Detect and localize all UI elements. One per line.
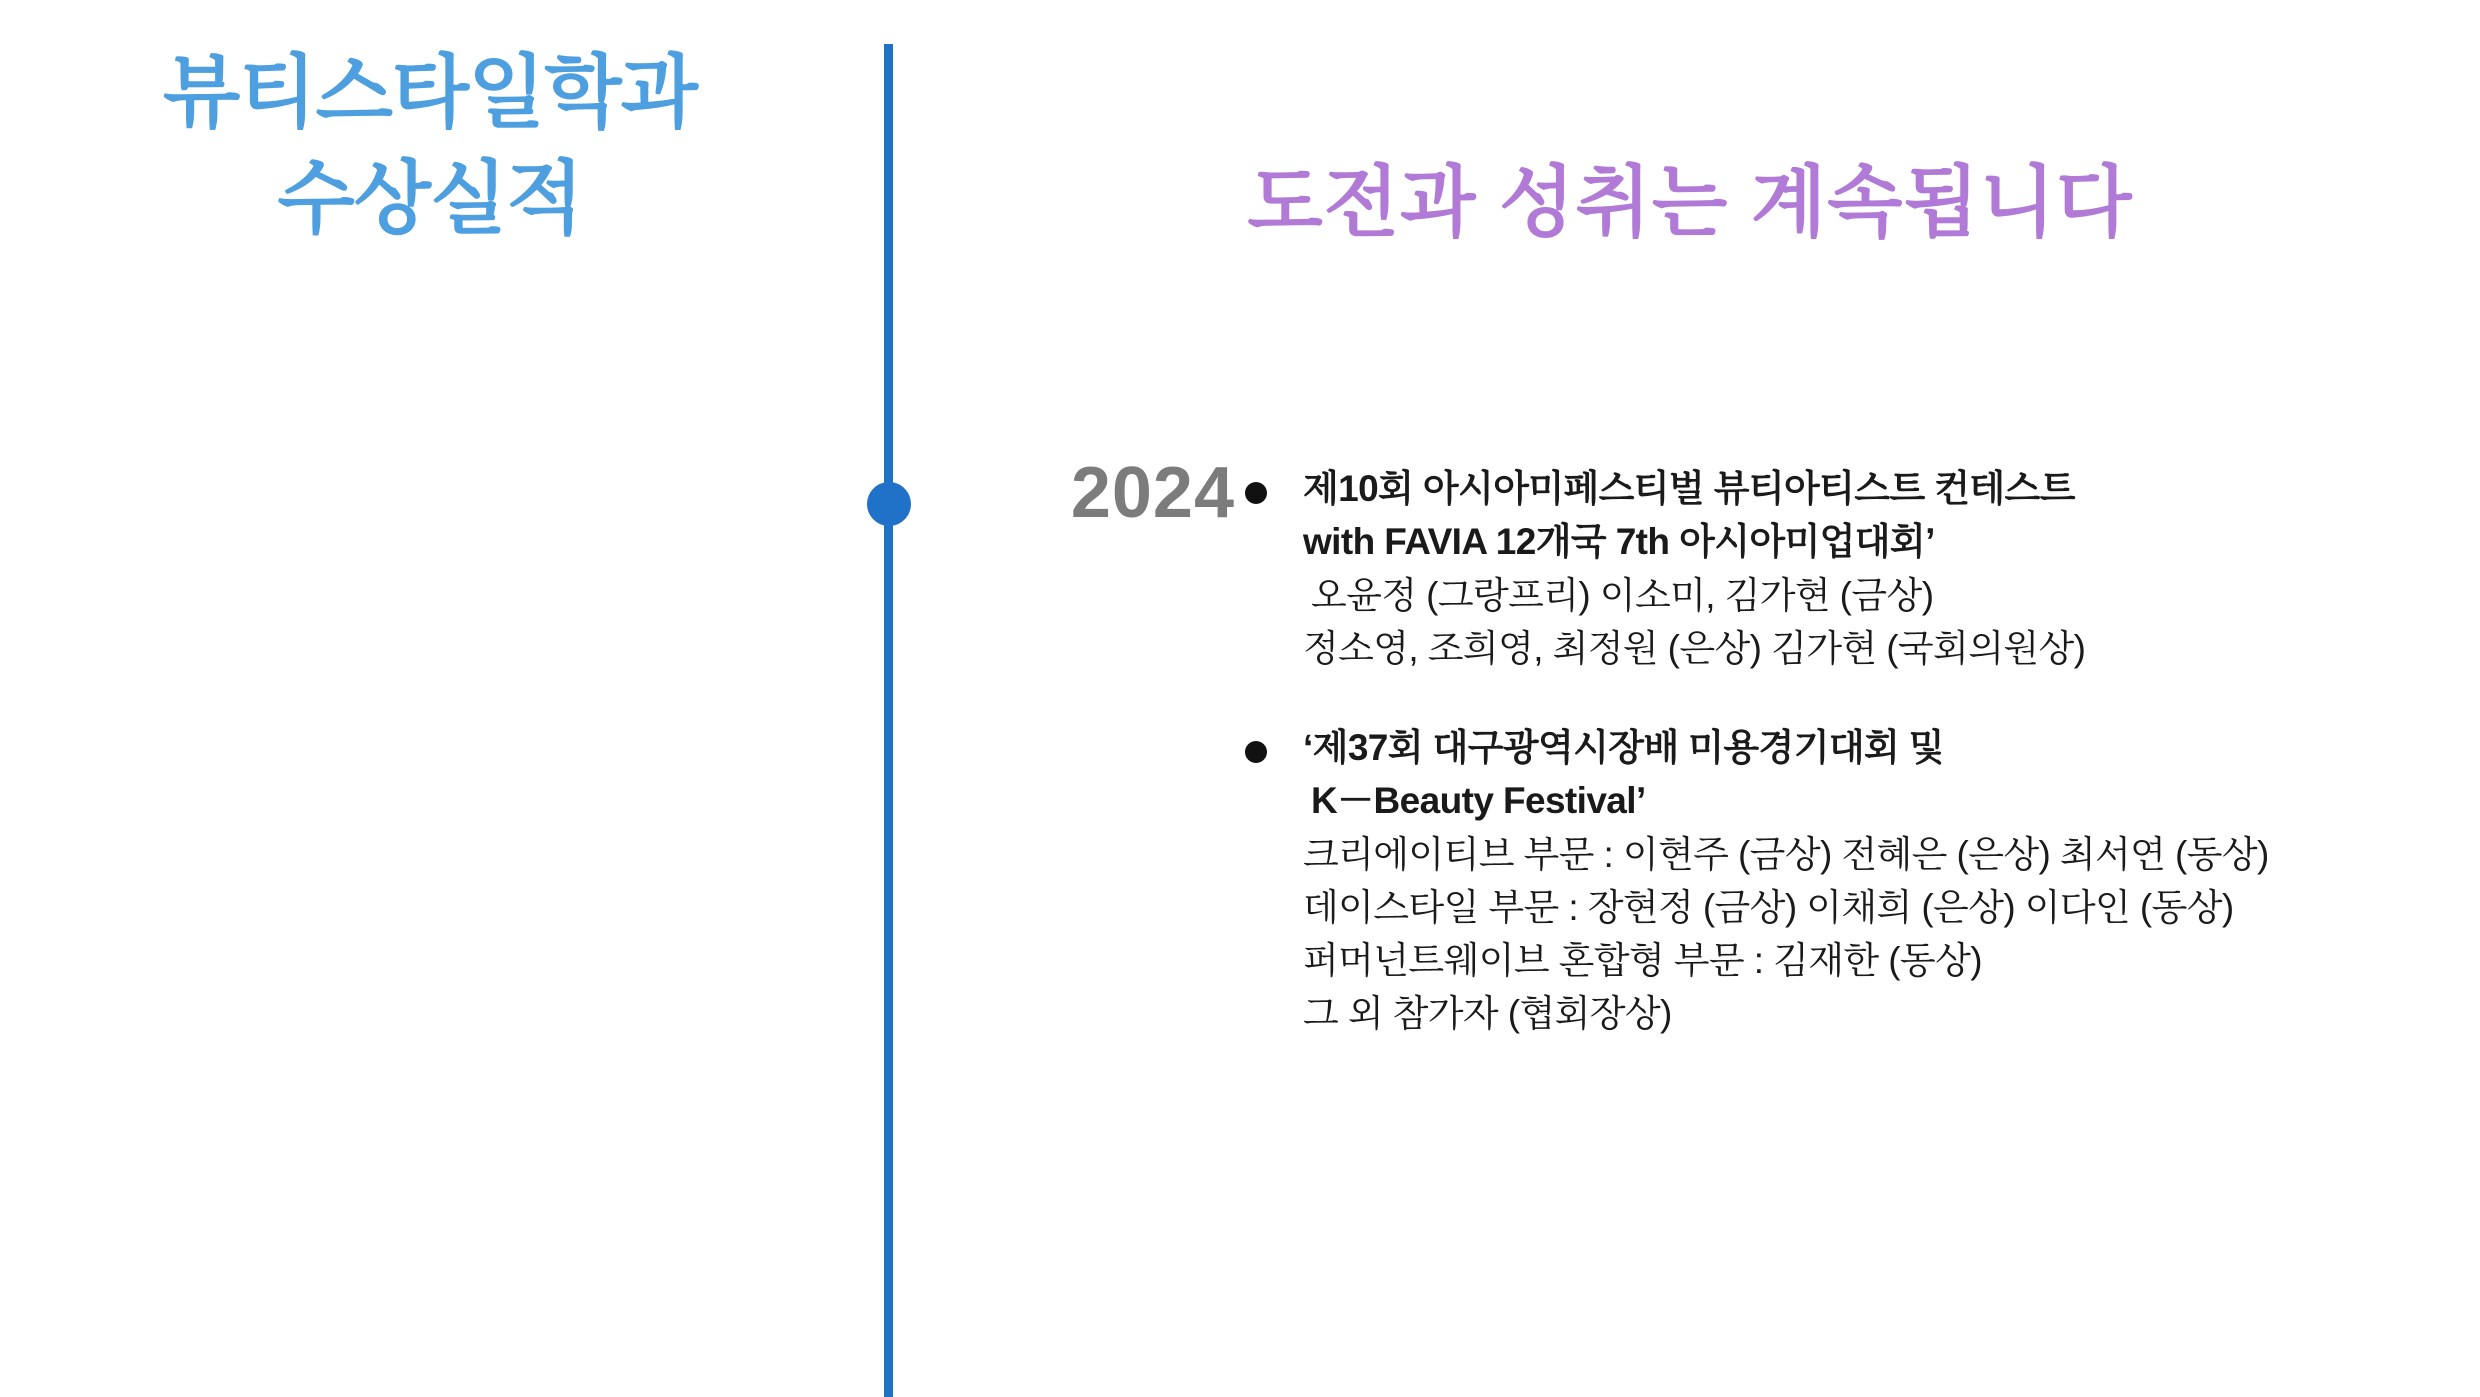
left-title-line-1: 뷰티스타일학과 (163, 48, 697, 137)
page-title: 도전과 성취는 계속됩니다 (1247, 158, 2133, 246)
bullet-dot-icon (1245, 741, 1267, 763)
entry-line: 데이스타일 부문 : 장현정 (금상) 이채희 (은상) 이다인 (동상) (1303, 886, 2234, 928)
bullet-dot-icon (1245, 482, 1267, 504)
list-item (1245, 462, 2460, 675)
award-entry-list (1245, 462, 2460, 1087)
timeline-year-label: 2024 (1070, 453, 1235, 533)
entry-line: ‘제37회 대구광역시장배 미용경기대회 및 (1303, 727, 1944, 769)
entry-line: 크리에이티브 부문 : 이현주 (금상) 전혜은 (은상) 최서연 (동상) (1303, 833, 2269, 875)
timeline-dot-2024 (867, 482, 911, 526)
entry-body (1303, 721, 2460, 1041)
list-item (1245, 721, 2460, 1041)
timeline-axis (884, 44, 893, 1397)
entry-line: 제10회 아시아미페스티벌 뷰티아티스트 컨테스트 (1303, 468, 2075, 509)
entry-line: K－Beauty Festival’ (1311, 780, 1646, 822)
entry-line: 그 외 참가자 (협회장상) (1303, 993, 1672, 1035)
left-title-line-2: 수상실적 (277, 153, 583, 243)
entry-line: with FAVIA 12개국 7th 아시아미업대회’ (1303, 521, 1935, 563)
entry-line: 정소영, 조희영, 최정원 (은상) 김가현 (국회의원상) (1303, 627, 2086, 669)
left-title-block (0, 40, 860, 251)
entry-body (1303, 462, 2460, 675)
entry-line: 퍼머넌트웨이브 혼합형 부문 : 김재한 (동상) (1303, 940, 1982, 982)
entry-line: 오윤정 (그랑프리) 이소미, 김가현 (금상) (1311, 574, 1934, 616)
